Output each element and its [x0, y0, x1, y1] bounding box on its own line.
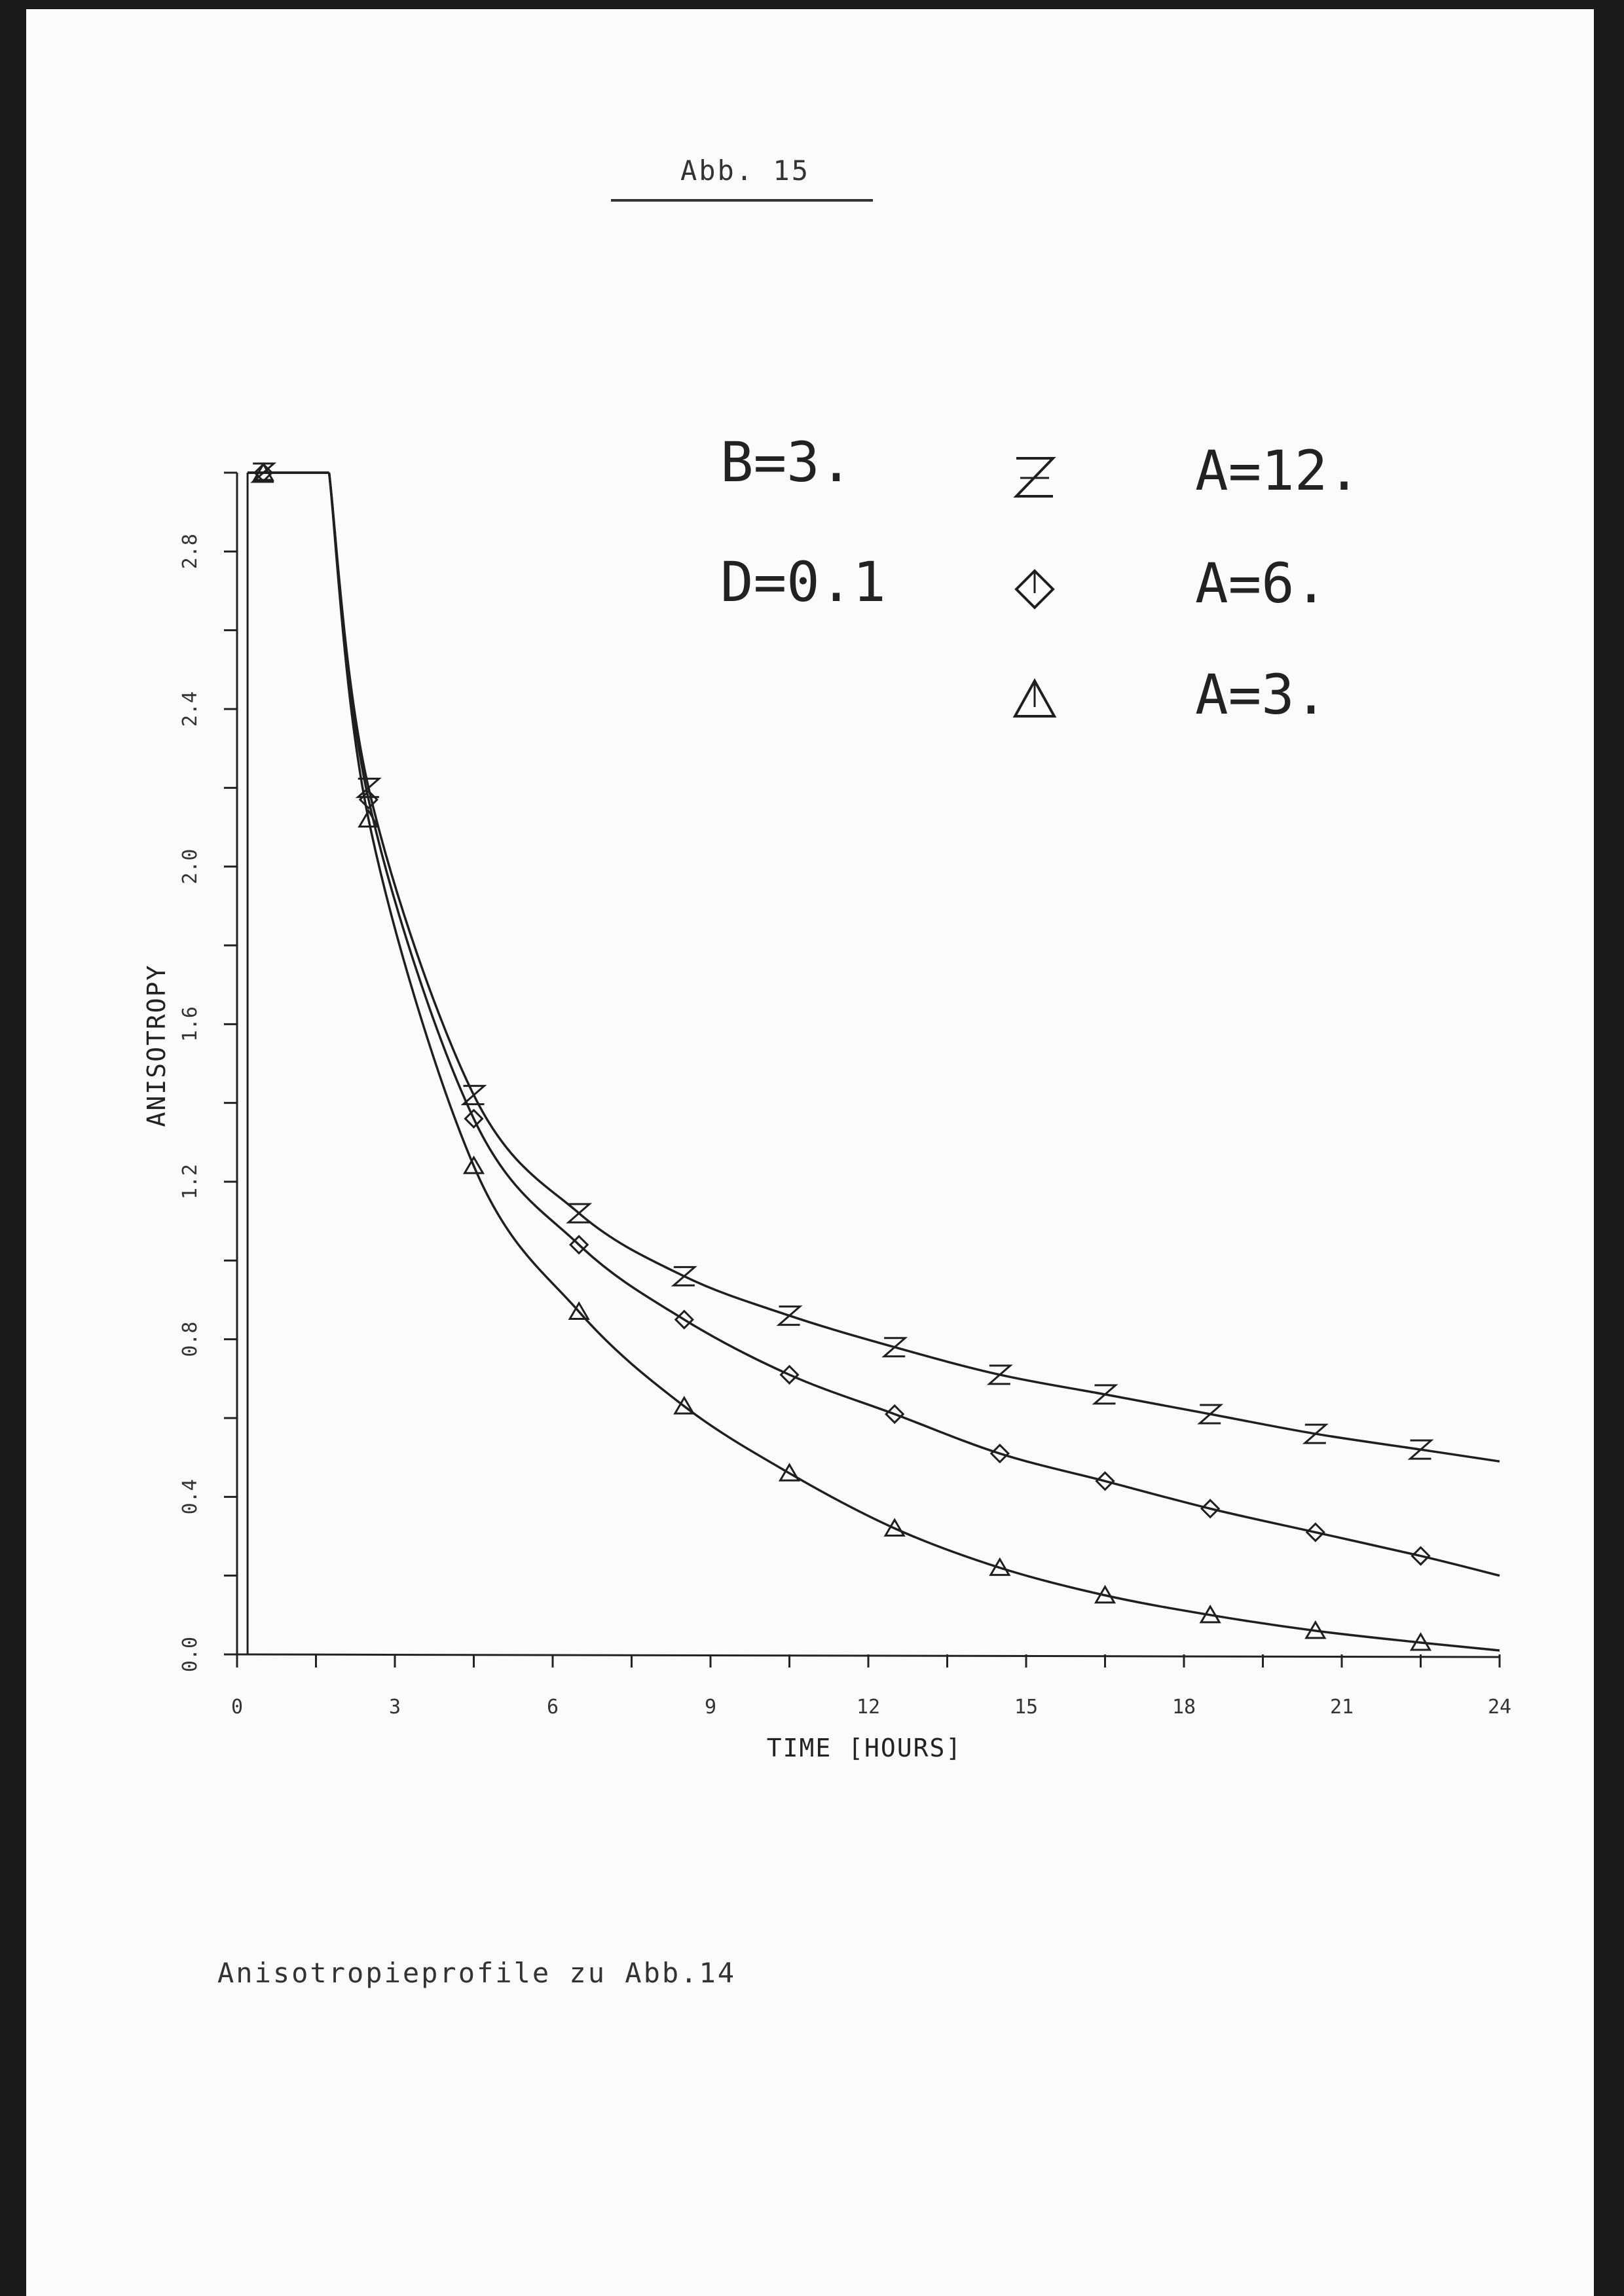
- series-markers: [253, 464, 1431, 1650]
- legend: [720, 430, 1361, 727]
- data-point-Z: [1305, 1425, 1326, 1443]
- series-line-3: [329, 473, 1500, 1650]
- data-point-Z: [884, 1338, 905, 1357]
- parameter-label: D=0.1: [720, 550, 886, 614]
- data-point-Z: [674, 1267, 695, 1285]
- x-tick-label: 3: [388, 1696, 401, 1719]
- y-axis-label: ANISOTROPY: [142, 964, 171, 1127]
- legend-entry-label: A=3.: [1195, 663, 1328, 727]
- axes: [224, 473, 1500, 1667]
- y-tick-label: 2.4: [179, 691, 202, 727]
- x-tick-label: 15: [1014, 1696, 1039, 1719]
- data-point-Z: [464, 1086, 485, 1104]
- legend-entry-label: A=6.: [1195, 551, 1328, 615]
- figure-caption: Anisotropieprofile zu Abb.14: [217, 1957, 737, 1989]
- y-tick-label: 2.8: [179, 534, 202, 570]
- y-tick-label: 1.6: [179, 1006, 202, 1042]
- y-tick-label: 0.0: [179, 1636, 202, 1673]
- x-axis-label: TIME [HOURS]: [766, 1734, 963, 1762]
- x-tick-label: 9: [704, 1696, 717, 1719]
- x-tick-label: 18: [1172, 1696, 1196, 1719]
- figure-title: Abb. 15: [680, 155, 810, 187]
- y-tick-label: 1.2: [179, 1163, 202, 1200]
- x-tick-label: 24: [1487, 1696, 1512, 1719]
- parameter-label: B=3.: [720, 430, 853, 494]
- data-point-Z: [1095, 1385, 1116, 1404]
- y-tick-label: 2.0: [179, 848, 202, 884]
- series-line-1: [329, 473, 1500, 1461]
- data-point-Z: [1200, 1405, 1221, 1423]
- x-tick-label: 6: [546, 1696, 559, 1719]
- y-tick-label: 0.8: [179, 1321, 202, 1357]
- data-point-Z: [989, 1366, 1010, 1384]
- x-tick-label: 12: [856, 1696, 881, 1719]
- series-line-2: [329, 473, 1500, 1576]
- x-tick-label: 0: [231, 1696, 244, 1719]
- series-lines: [248, 473, 1500, 1654]
- data-point-Z: [779, 1307, 800, 1325]
- legend-entry-label: A=12.: [1195, 439, 1361, 503]
- x-tick-label: 21: [1329, 1696, 1354, 1719]
- y-tick-label: 0.4: [179, 1479, 202, 1515]
